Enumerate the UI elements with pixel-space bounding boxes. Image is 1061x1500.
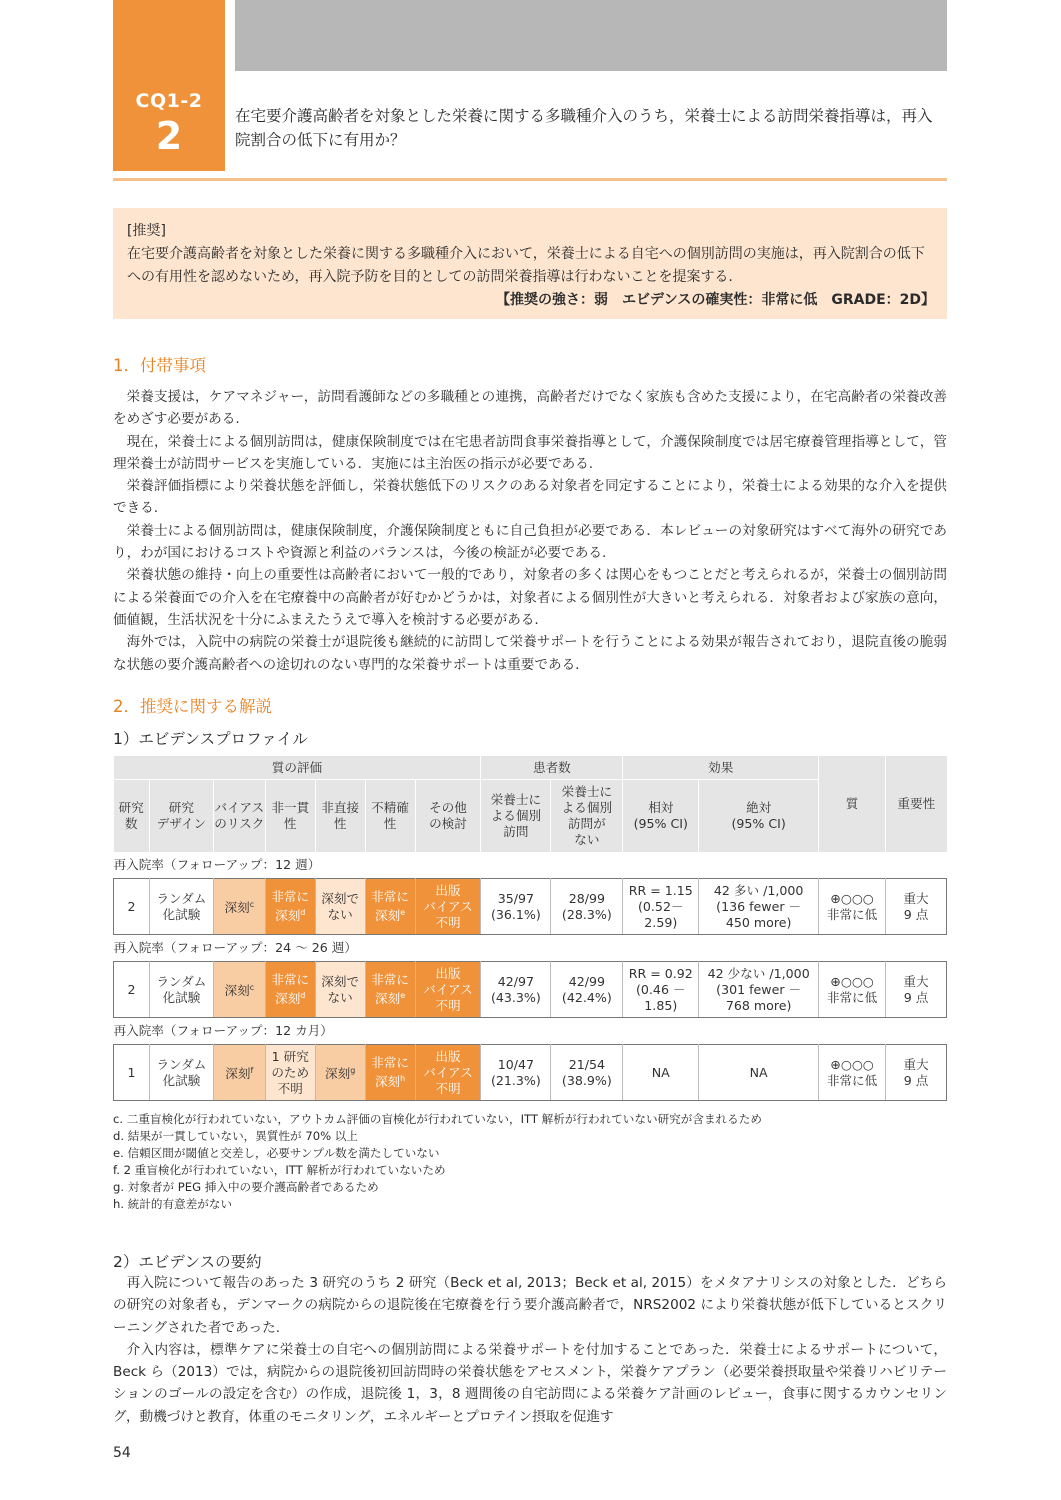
recommendation-strength: 【推奨の強さ：弱 エビデンスの確実性：非常に低 GRADE：2D】 [496,292,935,308]
table-cell: RR = 1.15 (0.52－ 2.59) [623,879,699,935]
footnote-marker: e [400,990,406,1000]
recommendation-text: 在宅要介護高齢者を対象とした栄養に関する多職種介入において，栄養士による自宅への個別訪問の実施は，再入院割合の低下への有用性を認めないため，再入院予防を目的としての訪問栄養指導は行わないことを提案する. [127,246,925,285]
column-header: 相対 (95% CI) [623,780,699,853]
section-1-title: 1．付帯事項 [113,356,206,375]
cq-badge [113,0,225,171]
paragraph: 栄養士による個別訪問は，健康保険制度，介護保険制度ともに自己負担が必要である．本レビューの対象研究はすべて海外の研究であり，わが国におけるコストや資源と利益のバランスは，今後の検証が必要である. [113,522,947,562]
header-patient-count: 患者数 [481,756,623,780]
footnote-marker: g [350,1065,356,1075]
recommendation-box [113,208,947,319]
column-header: 栄養士に よる個別 訪問が ない [551,780,623,853]
footnote: e. 信頼区間が閾値と交差し，必要サンプル数を満たしていない [113,1146,440,1160]
evidence-summary-heading: 2）エビデンスの要約 [113,1253,262,1271]
table-cell: 非常に 深刻$^d$ [265,879,315,935]
paragraph: 現在，栄養士による個別訪問は，健康保険制度では在宅患者訪問食事栄養指導として，介護保険制度では居宅療養管理指導として，管理栄養士が訪問サービスを実施している．実施には主治医の指示が必要である. [113,433,947,472]
section-2-title: 2．推奨に関する解説 [113,697,272,716]
footnote-marker: c [249,899,255,909]
table-cell: NA [623,1045,699,1101]
outcome-label: 再入院率（フォローアップ：24 ～ 26 週） [113,940,357,955]
footnote-marker: c [249,982,255,992]
footnote-marker: f [250,1065,254,1075]
table-cell: ランダム 化試験 [149,879,213,935]
footnote-marker: d [300,907,306,917]
section-1-body [113,386,947,676]
table-cell: 重大 9 点 [886,962,947,1018]
column-header: 非直接 性 [315,780,365,853]
table-cell: ⊕○○○ 非常に低 [819,1045,886,1101]
header-quality-assessment: 質の評価 [114,756,481,780]
table-cell: 深刻で ない [315,879,365,935]
header-band [235,0,947,71]
column-header: 絶対 (95% CI) [699,780,819,853]
section-2-body [113,1272,947,1428]
header-divider [113,178,947,181]
footnote-marker: h [400,1073,406,1083]
table-cell: 重大 9 点 [886,879,947,935]
table-cell: 21/54 (38.9%) [551,1045,623,1101]
table-cell: 深刻$^c$ [213,879,265,935]
footnote-marker: e [400,907,406,917]
evidence-profile-table [113,756,947,1101]
footnote: f. 2 重盲検化が行われていない，ITT 解析が行われていないため [113,1163,446,1177]
cq-number: 2 [155,114,183,158]
recommendation-heading: [推奨] [127,223,166,239]
table-cell: 42/99 (42.4%) [551,962,623,1018]
table-cell: 非常に 深刻$^h$ [365,1045,415,1101]
column-header: 栄養士に よる個別 訪問 [481,780,551,853]
table-cell: 深刻$^f$ [213,1045,265,1101]
column-header: 非一貫 性 [265,780,315,853]
outcome-label: 再入院率（フォローアップ：12 カ月） [113,1023,333,1038]
column-header: その他 の検討 [415,780,481,853]
outcome-label: 再入院率（フォローアップ：12 週） [113,857,321,872]
footnote-marker: d [300,990,306,1000]
table-cell: 出版 バイアス 不明 [415,962,481,1018]
table-cell: 深刻で ない [315,962,365,1018]
table-cell: 35/97 (36.1%) [481,879,551,935]
table-cell: 2 [114,879,150,935]
paragraph: 介入内容は，標準ケアに栄養士の自宅への個別訪問による栄養サポートを付加することであった．栄養士によるサポートについて，Beck ら（2013）では，病院からの退院後初回訪問時の栄養状態をアセスメント，栄養ケアプラン（必要栄養摂取量や栄養リハビリテーションのゴールの設定を含む）の作成，退院後 1，3，8 週間後の自宅訪問による栄養ケア計画のレビュー，食事に関するカウンセリング，動機づけと教育，体重のモニタリング，エネルギーとプロテイン摂取を促進す [113,1341,947,1425]
table-cell: 42 少ない /1,000 (301 fewer － 768 more) [699,962,819,1018]
table-cell: RR = 0.92 (0.46 － 1.85) [623,962,699,1018]
table-cell: 42/97 (43.3%) [481,962,551,1018]
column-header: 研究 デザイン [149,780,213,853]
paragraph: 海外では，入院中の病院の栄養士が退院後も継続的に訪問して栄養サポートを行うことによる効果が報告されており，退院直後の脆弱な状態の要介護高齢者への途切れのない専門的な栄養サポートは重要である. [113,634,947,673]
table-cell: 非常に 深刻$^d$ [265,962,315,1018]
evidence-profile-heading: 1）エビデンスプロファイル [113,730,308,748]
table-cell: ランダム 化試験 [149,962,213,1018]
table-cell: 2 [114,962,150,1018]
table-cell: 1 [114,1045,150,1101]
table-cell: 深刻$^c$ [213,962,265,1018]
table-row [114,962,947,1018]
table-cell: 1 研究 のため 不明 [265,1045,315,1101]
table-cell: 深刻$^g$ [315,1045,365,1101]
clinical-question: 在宅要介護高齢者を対象とした栄養に関する多職種介入のうち，栄養士による訪問栄養指導は，再入院割合の低下に有用か？ [235,107,933,149]
table-cell: 28/99 (28.3%) [551,879,623,935]
table-cell: 非常に 深刻$^e$ [365,879,415,935]
table-row [114,879,947,935]
table-cell: 出版 バイアス 不明 [415,1045,481,1101]
paragraph: 栄養支援は，ケアマネジャー，訪問看護師などの多職種との連携，高齢者だけでなく家族も含めた支援により，在宅高齢者の栄養改善をめざす必要がある. [113,389,947,428]
paragraph: 再入院について報告のあった 3 研究のうち 2 研究（Beck et al, 2013；Beck et al, 2015）をメタアナリシスの対象とした．どちらの研究の対象者も，デンマークの病院からの退院後在宅療養を行う要介護高齢者で，NRS2002 により栄養状態が低下しているとスクリーニングされた者であった. [113,1275,947,1336]
header-quality: 質 [819,756,886,852]
table-cell: ランダム 化試験 [149,1045,213,1101]
page-number: 54 [113,1445,131,1461]
footnote: h. 統計的有意差がない [113,1197,233,1211]
footnote: g. 対象者が PEG 挿入中の要介護高齢者であるため [113,1180,379,1194]
paragraph: 栄養評価指標により栄養状態を評価し，栄養状態低下のリスクのある対象者を同定することにより，栄養士による効果的な介入を提供できる. [113,478,947,517]
paragraph: 栄養状態の維持・向上の重要性は高齢者において一般的であり，対象者の多くは関心をもつことだと考えられるが，栄養士の個別訪問による栄養面での介入を在宅療養中の高齢者が好むかどうかは，対象者による個別性が大きいと考えられる．対象者および家族の意向，価値観，生活状況を十分にふまえたうえで導入を検討する必要がある. [113,567,947,628]
table-cell: 10/47 (21.3%) [481,1045,551,1101]
table-cell: ⊕○○○ 非常に低 [819,879,886,935]
column-header: 研究 数 [114,780,150,853]
footnote: c. 二重盲検化が行われていない，アウトカム評価の盲検化が行われていない，ITT 解析が行われていない研究が含まれるため [113,1112,762,1126]
table-cell: 出版 バイアス 不明 [415,879,481,935]
column-header: 不精確 性 [365,780,415,853]
header-effect: 効果 [623,756,819,780]
table-cell: 42 多い /1,000 (136 fewer － 450 more) [699,879,819,935]
column-header: バイアス のリスク [213,780,265,853]
table-footnotes [113,1111,947,1213]
table-cell: 非常に 深刻$^e$ [365,962,415,1018]
table-row [114,1045,947,1101]
header-importance: 重要性 [897,796,936,811]
footnote: d. 結果が一貫していない，異質性が 70% 以上 [113,1129,358,1143]
table-cell: ⊕○○○ 非常に低 [819,962,886,1018]
table-cell: NA [699,1045,819,1101]
table-cell: 重大 9 点 [886,1045,947,1101]
cq-label: CQ1-2 [135,90,203,112]
